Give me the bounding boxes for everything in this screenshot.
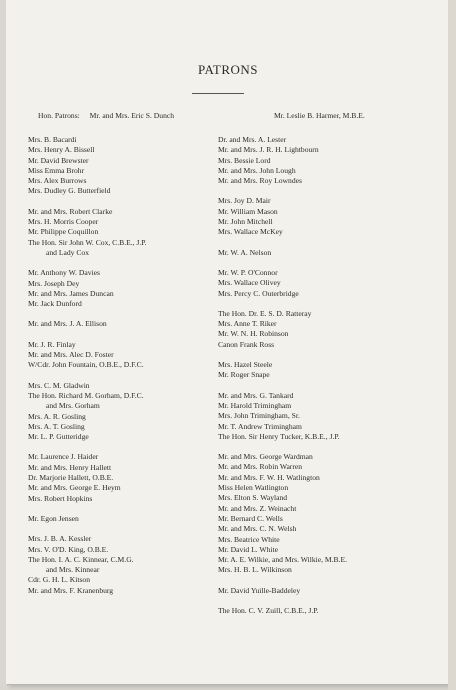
patron-group [28,340,228,371]
patron-name: Mr. and Mrs. C. N. Welsh [218,524,297,534]
patron-name: Mr. and Mrs. Robert Clarke [28,206,113,216]
patron-name: Mr. and Mrs. F. W. H. Watlington [218,472,320,482]
patron-name: Mrs. Anne T. Riker [218,319,277,329]
patron-name: Dr. Marjorie Hallett, O.B.E. [28,473,114,483]
patron-name: Mr. David Brewster [28,155,89,165]
patron-name: Mr. and Mrs. John Lough [218,165,296,175]
patron-name: Mr. and Mrs. Roy Lowndes [218,176,302,186]
patron-name: Canon Frank Ross [218,339,275,349]
patron-name: Mrs. Percy C. Outerbridge [218,288,299,298]
patron-name: Mrs. A. R. Gosling [28,411,86,421]
patron-name: and Mrs. Gorham [46,401,100,411]
patron-name: Mr. and Mrs. George Wardman [218,452,313,462]
patron-name: Cdr. G. H. L. Kitson [28,575,91,585]
patrons-left-column [28,135,228,606]
title-underline [192,93,244,94]
patron-name: Mrs. B. Bacardi [28,135,77,144]
patron-name: The Hon. C. V. Zuill, C.B.E., J.P. [218,605,319,615]
patron-group [218,196,446,237]
patron-name: Mr. Laurence J. Haider [28,452,99,462]
patron-name: Mr. J. R. Finlay [28,339,76,349]
patron-name: Dr. and Mrs. A. Lester [218,135,287,144]
patrons-right-column [218,135,446,626]
patron-name: Mr. David L. White [218,544,278,554]
patron-name: Mrs. Dudley G. Butterfield [28,186,111,196]
patron-name: Mr. and Mrs. Robin Warren [218,462,303,472]
patron-name: Mr. L. P. Gutteridge [28,432,89,442]
patron-name: Miss Helen Watlington [218,483,289,493]
patron-group [218,135,446,186]
patron-name: Mr. and Mrs. Z. Weinacht [218,503,297,513]
patron-name: Miss Emma Brohr [28,165,85,175]
patron-name: The Hon. Sir John W. Cox, C.B.E., J.P. [28,237,147,247]
patron-name: Mr. T. Andrew Trimingham [218,421,302,431]
patron-group [218,452,446,576]
patron-name: The Hon. Dr. E. S. D. Ratteray [218,308,312,318]
patron-group [28,268,228,309]
hon-patron-name: Mr. Leslie B. Harmer, M.B.E. [274,111,365,120]
patron-name: Mr. Philippe Coquillon [28,227,99,237]
patron-name: Mrs. Bessie Lord [218,155,271,165]
patron-name: Mrs. Elton S. Wayland [218,493,288,503]
patron-group [218,248,446,258]
patron-group [28,452,228,503]
patron-name: Mr. Anthony W. Davies [28,268,100,278]
patron-group [218,606,446,616]
patron-group [28,319,228,329]
patron-name: Mrs. Wallace Olivey [218,278,281,288]
patron-group [218,586,446,596]
patron-name: Mr. and Mrs. G. Tankard [218,390,294,400]
patron-name: Mrs. H. Morris Cooper [28,217,99,227]
page-title: PATRONS [197,62,259,77]
patron-name: and Lady Cox [46,247,90,257]
patron-name: Mr. and Mrs. J. R. H. Lightbourn [218,145,319,155]
patron-name: Mrs. A. T. Gosling [28,421,85,431]
patron-group [28,207,228,258]
hon-patrons-label: Hon. Patrons: [38,111,80,120]
patron-name: Mrs. H. B. L. Wilkinson [218,565,292,575]
patron-name: Mr. and Mrs. J. A. Ellison [28,319,107,329]
patron-name: Mr. and Mrs. George E. Heym [28,483,121,493]
patron-name: Mr. and Mrs. James Duncan [28,288,114,298]
patron-name: Mr. W. P. O'Connor [218,267,278,277]
patron-name: The Hon. Richard M. Gorham, D.F.C. [28,390,144,400]
patron-name: W/Cdr. John Fountain, O.B.E., D.F.C. [28,360,144,370]
patron-name: Mr. A. E. Wilkie, and Mrs. Wilkie, M.B.E. [218,555,348,565]
patron-name: Mr. Bernard C. Wells [218,513,283,523]
hon-patrons-line [38,111,174,120]
patron-name: Mrs. Joy D. Mair [218,196,271,206]
patron-name: The Hon. I. A. C. Kinnear, C.M.G. [28,554,134,564]
patron-name: Mr. and Mrs. Henry Hallett [28,462,112,472]
patron-name: Mrs. Beatrice White [218,534,280,544]
patron-name: Mr. Jack Dunford [28,299,82,309]
patron-name: Mrs. V. O'D. King, O.B.E. [28,544,109,554]
patron-group [28,534,228,596]
patron-name: Mrs. Henry A. Bissell [28,145,95,155]
hon-patron-name: Mr. and Mrs. Eric S. Dunch [89,111,175,120]
patron-name: Mr. Egon Jensen [28,513,79,523]
patron-name: Mr. John Mitchell [218,217,273,227]
patron-name: Mr. Harold Trimingham [218,400,292,410]
patron-name: Mrs. Hazel Steele [218,360,273,370]
patron-name: Mr. W. A. Nelson [218,247,272,257]
patron-name: Mrs. Robert Hopkins [28,493,93,503]
patron-name: and Mrs. Kinnear [46,565,100,575]
patron-name: Mrs. C. M. Gladwin [28,380,90,390]
patron-group [28,514,228,524]
patron-name: Mrs. Alex Burrows [28,176,87,186]
program-page [6,0,450,684]
patron-name: Mrs. Joseph Dey [28,278,80,288]
patron-name: Mrs. J. B. A. Kessler [28,534,92,544]
patron-name: Mr. W. N. H. Robinson [218,329,289,339]
patron-group [218,268,446,299]
patron-group [218,309,446,350]
page-edge-shadow [448,0,456,690]
patron-name: The Hon. Sir Henry Tucker, K.B.E., J.P. [218,431,340,441]
patron-name: Mr. and Mrs. F. Kranenburg [28,585,114,595]
patron-group [28,135,228,197]
patron-group [218,360,446,381]
patron-name: Mr. David Yuille-Baddeley [218,585,301,595]
patron-name: Mrs. John Trimingham, Sr. [218,411,300,421]
patron-group [28,381,228,443]
patron-name: Mrs. Wallace McKey [218,227,283,237]
patron-name: Mr. William Mason [218,206,278,216]
patron-name: Mr. and Mrs. Alec D. Foster [28,350,114,360]
patron-name: Mr. Roger Snape [218,370,270,380]
patron-group [218,391,446,442]
